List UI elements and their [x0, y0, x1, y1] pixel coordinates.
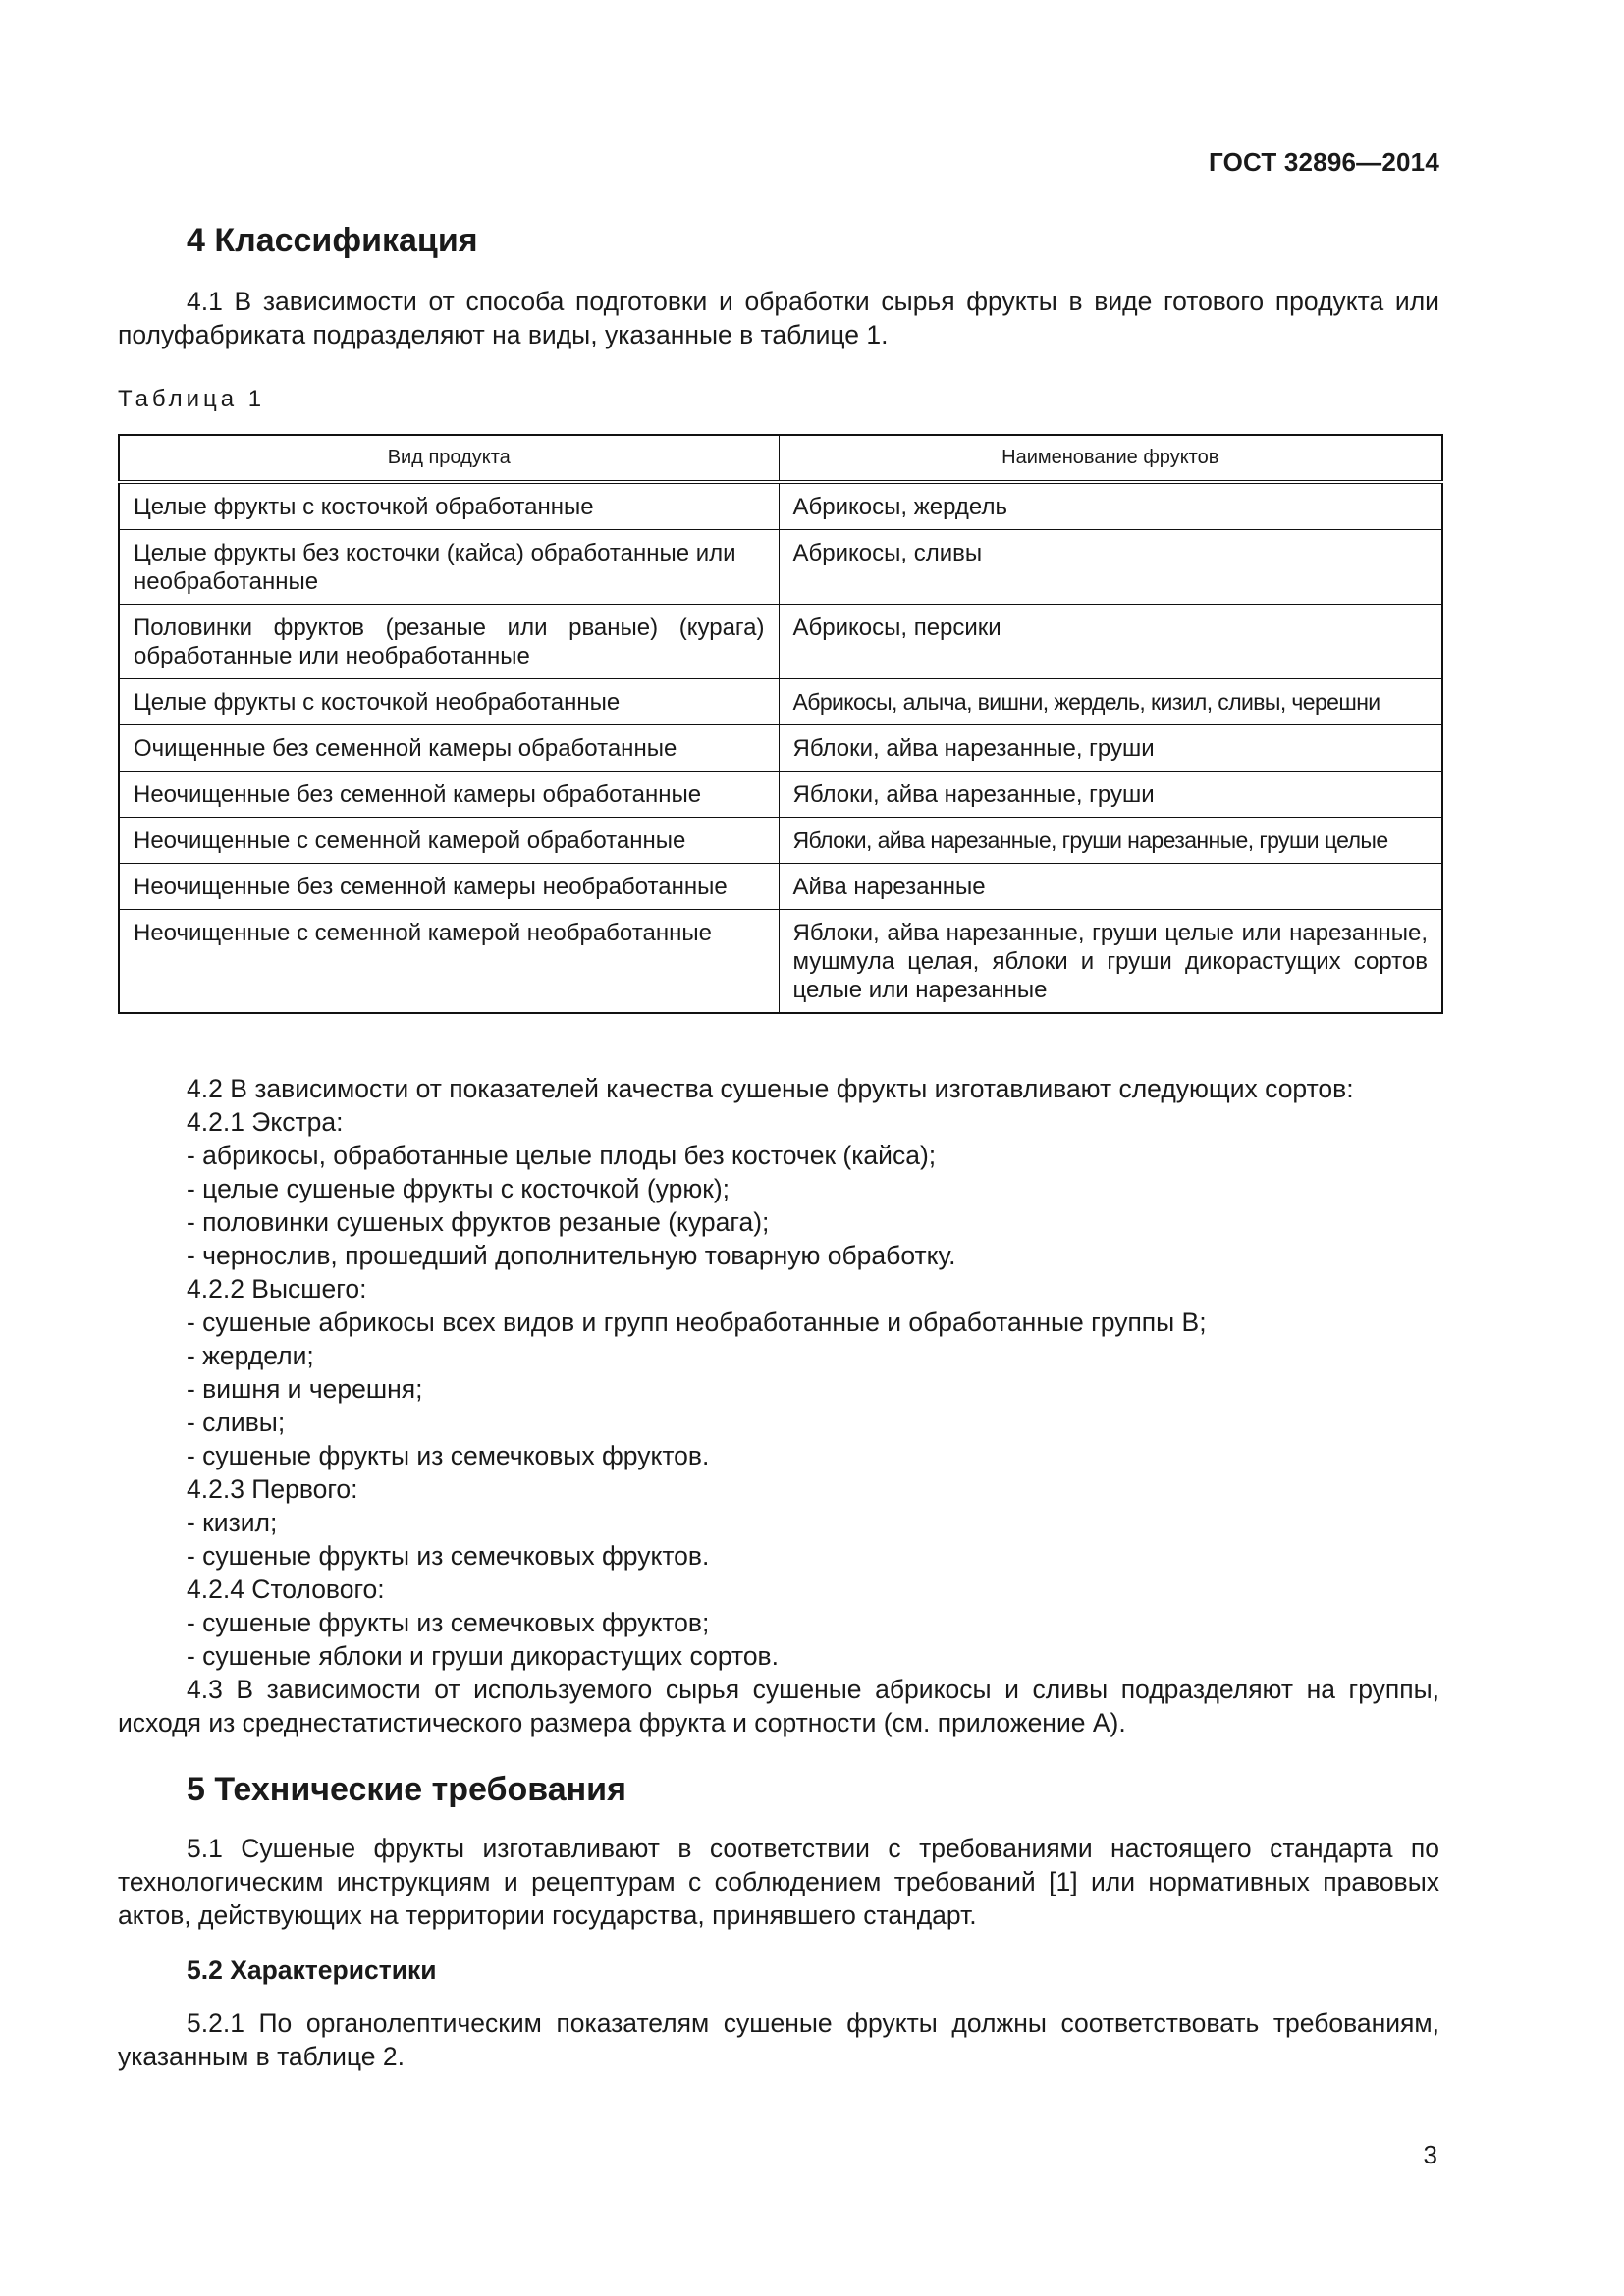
paragraph-5-1: 5.1 Сушеные фрукты изготавливают в соответствии с требованиями настоящего стандарта по технологическим инструкциям и рецептурам с соблюдением требований [1] или нормативных правовых актов, действующих на территории государства, принявшего стандарт. [118, 1834, 1439, 1930]
list-item: - сушеные фрукты из семечковых фруктов; [187, 1608, 710, 1637]
section-5 [118, 1771, 1439, 1809]
paragraph-4-2-block [118, 1072, 1439, 1739]
section-5-title: 5 Технические требования [187, 1771, 626, 1808]
table-cell: Абрикосы, персики [779, 605, 1442, 679]
list-item: - кизил; [187, 1508, 278, 1537]
table-cell: Очищенные без семенной камеры обработанные [119, 725, 779, 772]
paragraph-5-1-block [118, 1832, 1439, 1932]
section-4 [118, 222, 1439, 260]
list-item: - жердели; [187, 1341, 314, 1370]
table-cell: Абрикосы, жердель [779, 482, 1442, 530]
table-row [119, 725, 1442, 772]
table-row [119, 530, 1442, 605]
table-header-fruit-names: Наименование фруктов [779, 435, 1442, 482]
list-item: - чернослив, прошедший дополнительную товарную обработку. [187, 1241, 956, 1270]
table-cell: Неочищенные с семенной камерой необработанные [119, 910, 779, 1014]
table-cell: Айва нарезанные [779, 864, 1442, 910]
list-item: - сушеные яблоки и груши дикорастущих сортов. [187, 1641, 779, 1671]
table-cell: Яблоки, айва нарезанные, груши [779, 725, 1442, 772]
table-row [119, 864, 1442, 910]
table-row [119, 605, 1442, 679]
table-cell: Яблоки, айва нарезанные, груши нарезанные, груши целые [779, 818, 1442, 864]
paragraph-4-2: 4.2 В зависимости от показателей качества сушеные фрукты изготавливают следующих сортов: [187, 1074, 1354, 1103]
section-4-title: 4 Классификация [187, 222, 478, 259]
table-cell: Яблоки, айва нарезанные, груши целые или нарезанные, мушмула целая, яблоки и груши дикорастущих сортов целые или нарезанные [779, 910, 1442, 1014]
table-cell: Яблоки, айва нарезанные, груши [779, 772, 1442, 818]
table-row [119, 772, 1442, 818]
paragraph-5-2-1-block [118, 2006, 1439, 2073]
table-cell: Целые фрукты с косточкой необработанные [119, 679, 779, 725]
table-header-product-type: Вид продукта [119, 435, 779, 482]
list-item: - сушеные фрукты из семечковых фруктов. [187, 1441, 710, 1470]
list-item: - абрикосы, обработанные целые плоды без косточек (кайса); [187, 1141, 937, 1170]
table-cell: Абрикосы, алыча, вишни, жердель, кизил, сливы, черешни [779, 679, 1442, 725]
table-1 [118, 434, 1443, 1014]
paragraph-4-2-4: 4.2.4 Столового: [187, 1575, 385, 1604]
page-number: 3 [1423, 2140, 1437, 2169]
paragraph-4-3: 4.3 В зависимости от используемого сырья сушеные абрикосы и сливы подразделяют на группы, исходя из среднестатистического размера фрукта и сортности (см. приложение А). [118, 1675, 1439, 1737]
table-row [119, 910, 1442, 1014]
list-item: - целые сушеные фрукты с косточкой (урюк); [187, 1174, 731, 1203]
list-item: - сушеные абрикосы всех видов и групп необработанные и обработанные группы В; [187, 1308, 1207, 1337]
table-row [119, 818, 1442, 864]
paragraph-4-2-1: 4.2.1 Экстра: [187, 1107, 344, 1137]
table-cell: Целые фрукты без косточки (кайса) обработанные или необработанные [119, 530, 779, 605]
table-row [119, 679, 1442, 725]
table-cell: Неочищенные без семенной камеры обработанные [119, 772, 779, 818]
list-item: - половинки сушеных фруктов резаные (курага); [187, 1207, 770, 1237]
table-1-caption-block [118, 383, 1439, 416]
table-cell: Неочищенные с семенной камерой обработанные [119, 818, 779, 864]
list-item: - сливы; [187, 1408, 286, 1437]
table-cell: Целые фрукты с косточкой обработанные [119, 482, 779, 530]
paragraph-5-2-1: 5.2.1 По органолептическим показателям сушеные фрукты должны соответствовать требованиям, указанным в таблице 2. [118, 2008, 1439, 2071]
list-item: - сушеные фрукты из семечковых фруктов. [187, 1541, 710, 1571]
table-cell: Половинки фруктов (резаные или рваные) (курага) обработанные или необработанные [119, 605, 779, 679]
table-header-row [119, 435, 1442, 482]
paragraph-4-2-3: 4.2.3 Первого: [187, 1474, 358, 1504]
paragraph-4-1: 4.1 В зависимости от способа подготовки и обработки сырья фрукты в виде готового продукта или полуфабриката подразделяют на виды, указанные в таблице 1. [118, 287, 1439, 349]
subsection-5-2-block [118, 1953, 1439, 1987]
subsection-5-2-title: 5.2 Характеристики [187, 1955, 437, 1985]
table-1-caption: Таблица 1 [118, 386, 266, 412]
paragraph-4-2-2: 4.2.2 Высшего: [187, 1274, 367, 1304]
list-item: - вишня и черешня; [187, 1374, 423, 1404]
table-row [119, 482, 1442, 530]
document-code: ГОСТ 32896—2014 [1209, 147, 1439, 177]
table-cell: Неочищенные без семенной камеры необработанные [119, 864, 779, 910]
table-cell: Абрикосы, сливы [779, 530, 1442, 605]
table-1-block [118, 434, 1439, 1014]
paragraph-4-1-block [118, 285, 1439, 351]
